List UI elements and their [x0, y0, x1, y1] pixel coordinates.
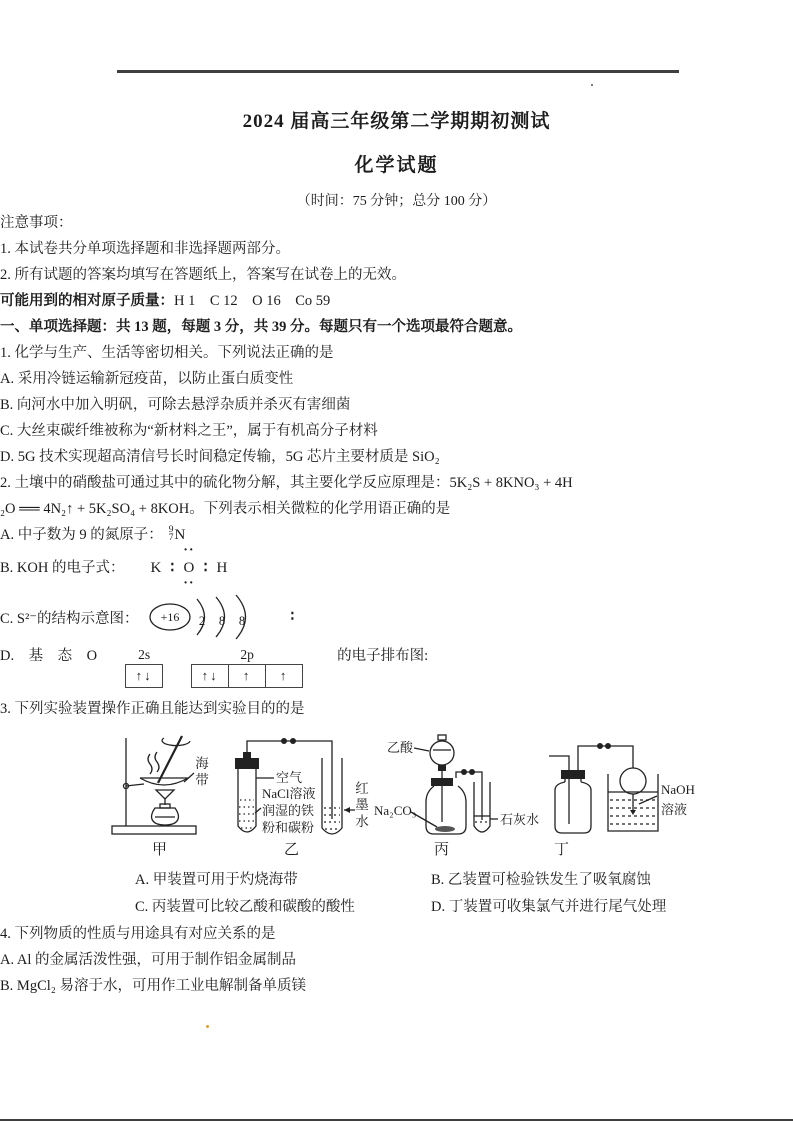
notice-item-1: 1. 本试卷共分单项选择题和非选择题两部分。 [0, 241, 290, 257]
orbital-2p-label: 2p [240, 647, 254, 662]
label-acetic-acid: 乙酸 [387, 740, 414, 755]
caption-ding: 丁 [554, 842, 571, 858]
shell-3-count: 8 [238, 614, 245, 628]
q3-stem: 3. 下列实验装置操作正确且能达到实验目的的是 [0, 701, 305, 717]
q2-option-d [0, 646, 793, 696]
lewis-bond-pair-2: ∶ [203, 560, 208, 576]
nuclide-notation [169, 526, 174, 543]
q2-option-a-text: A. 中子数为 9 的氮原子： [0, 527, 163, 543]
lewis-atom-k: K [150, 560, 162, 576]
q1-option-c: C. 大丝束碳纤维被称为“新材料之王”，属于有机高分子材料 [0, 423, 378, 439]
q1-stem: 1. 化学与生产、生活等密切相关。下列说法正确的是 [0, 345, 334, 361]
label-mix-line3: 粉和碳粉 [262, 820, 315, 835]
q1-option-b: B. 向河水中加入明矾，可除去悬浮杂质并杀灭有害细菌 [0, 397, 351, 413]
caption-bing: 丙 [434, 842, 451, 858]
q2-option-a [0, 522, 793, 548]
orbital-box-2p-2: ↑ [229, 664, 266, 688]
orbital-box-2p-1: ↑↓ [191, 664, 229, 688]
q4-stem: 4. 下列物质的性质与用途具有对应关系的是 [0, 926, 276, 942]
orbital-box-2p-3: ↑ [266, 664, 303, 688]
label-kelp: 海带 [193, 756, 208, 789]
lewis-lone-pair-top: ·· [183, 543, 195, 558]
scan-artifact-dot [206, 1025, 209, 1028]
q3-apparatus-figure [108, 726, 695, 864]
nucleus-charge: +16 [160, 610, 179, 624]
atomic-mass-values: H 1 C 12 O 16 Co 59 [174, 293, 331, 309]
label-naoh-solution: 溶液 [661, 802, 688, 817]
top-rule [117, 70, 679, 73]
page-subtitle: 化学试题 [354, 155, 439, 176]
label-mix-line1: NaCl溶液 [262, 786, 316, 801]
label-naoh: NaOH [661, 782, 695, 797]
lewis-oxygen-group [183, 543, 195, 591]
q4-option-a: A. Al 的金属活泼性强，可用于制作铝金属制品 [0, 952, 297, 968]
section1-heading: 一、单项选择题：共 13 题，每题 3 分，共 39 分。每题只有一个选项最符合题意。 [0, 319, 522, 335]
atom-shell-diagram [147, 592, 265, 642]
q1-option-d: D. 5G 技术实现超高清信号长时间稳定传输，5G 芯片主要材质是 SiO₂ [0, 449, 440, 465]
label-mix-line2: 润湿的铁 [262, 803, 315, 818]
q1-option-a: A. 采用冷链运输新冠疫苗，以防止蛋白质变性 [0, 371, 294, 387]
lewis-bond-pair: ∶ [170, 560, 175, 576]
page-title: 2024 届高三年级第二学期期初测试 [242, 111, 551, 132]
nuclide-mass-number: 9 [168, 524, 174, 535]
q2-option-b [0, 543, 793, 591]
nuclide-symbol: N [174, 527, 186, 543]
q2-stem-line1: 2. 土壤中的硝酸盐可通过其中的硫化物分解，其主要化学反应原理是：5K₂S + 8KNO₃ + 4H [0, 475, 573, 491]
q4-option-b: B. MgCl₂ 易溶于水，可用作工业电解制备单质镁 [0, 978, 306, 994]
notice-head: 注意事项： [0, 215, 73, 231]
q3-options-grid [135, 867, 793, 921]
label-limewater: 石灰水 [500, 812, 540, 827]
q3-option-c: C. 丙装置可比较乙酸和碳酸的酸性 [135, 899, 355, 915]
exam-meta: （时间：75 分钟；总分 100 分） [296, 194, 497, 209]
q2-option-b-text: B. KOH 的电子式： [0, 560, 125, 576]
shell-1-count: 2 [198, 614, 205, 628]
label-red-ink: 红墨水 [353, 781, 368, 831]
stray-dot [591, 84, 593, 86]
caption-jia: 甲 [152, 842, 169, 858]
q3-option-a: A. 甲装置可用于灼烧海带 [135, 872, 298, 888]
orbital-2s-boxes [125, 664, 163, 688]
orbital-2s-label: 2s [138, 647, 151, 662]
atomic-mass-label: 可能用到的相对原子质量： [0, 293, 174, 309]
bottom-rule [0, 1119, 793, 1122]
label-na2co3: Na₂CO₃ [374, 803, 417, 818]
orbital-2s-group [125, 646, 163, 688]
q2-option-d-suffix: 的电子排布图: [337, 648, 429, 664]
orbital-2p-group [191, 646, 303, 688]
shell-2-count: 8 [218, 614, 225, 628]
q3-option-d: D. 丁装置可收集氯气并进行尾气处理 [431, 899, 667, 915]
q2-stem-line2: ₂O ══ 4N₂↑ + 5K₂SO₄ + 8KOH。下列表示相关微粒的化学用语正确的是 [0, 501, 451, 517]
caption-yi: 乙 [284, 842, 301, 858]
q2-option-c-trailing: ∶ [290, 608, 295, 625]
q2-option-d-text: D. 基 态 O [0, 648, 98, 664]
q3-option-b: B. 乙装置可检验铁发生了吸氧腐蚀 [431, 872, 651, 888]
q2-option-c [0, 590, 793, 644]
lewis-structure [150, 543, 228, 591]
orbital-box-2s: ↑↓ [125, 664, 163, 688]
orbital-2p-boxes [191, 664, 303, 688]
label-air: 空气 [276, 770, 303, 785]
q2-option-c-text: C. S²⁻的结构示意图： [0, 610, 139, 627]
lewis-atom-o: O [183, 560, 195, 576]
notice-item-2: 2. 所有试题的答案均填写在答题纸上，答案写在试卷上的无效。 [0, 267, 406, 283]
nuclide-atomic-number: 7 [168, 533, 174, 543]
atomic-mass-line [0, 288, 793, 314]
lewis-lone-pair-bottom: ·· [183, 576, 195, 591]
lewis-atom-h: H [216, 560, 228, 576]
